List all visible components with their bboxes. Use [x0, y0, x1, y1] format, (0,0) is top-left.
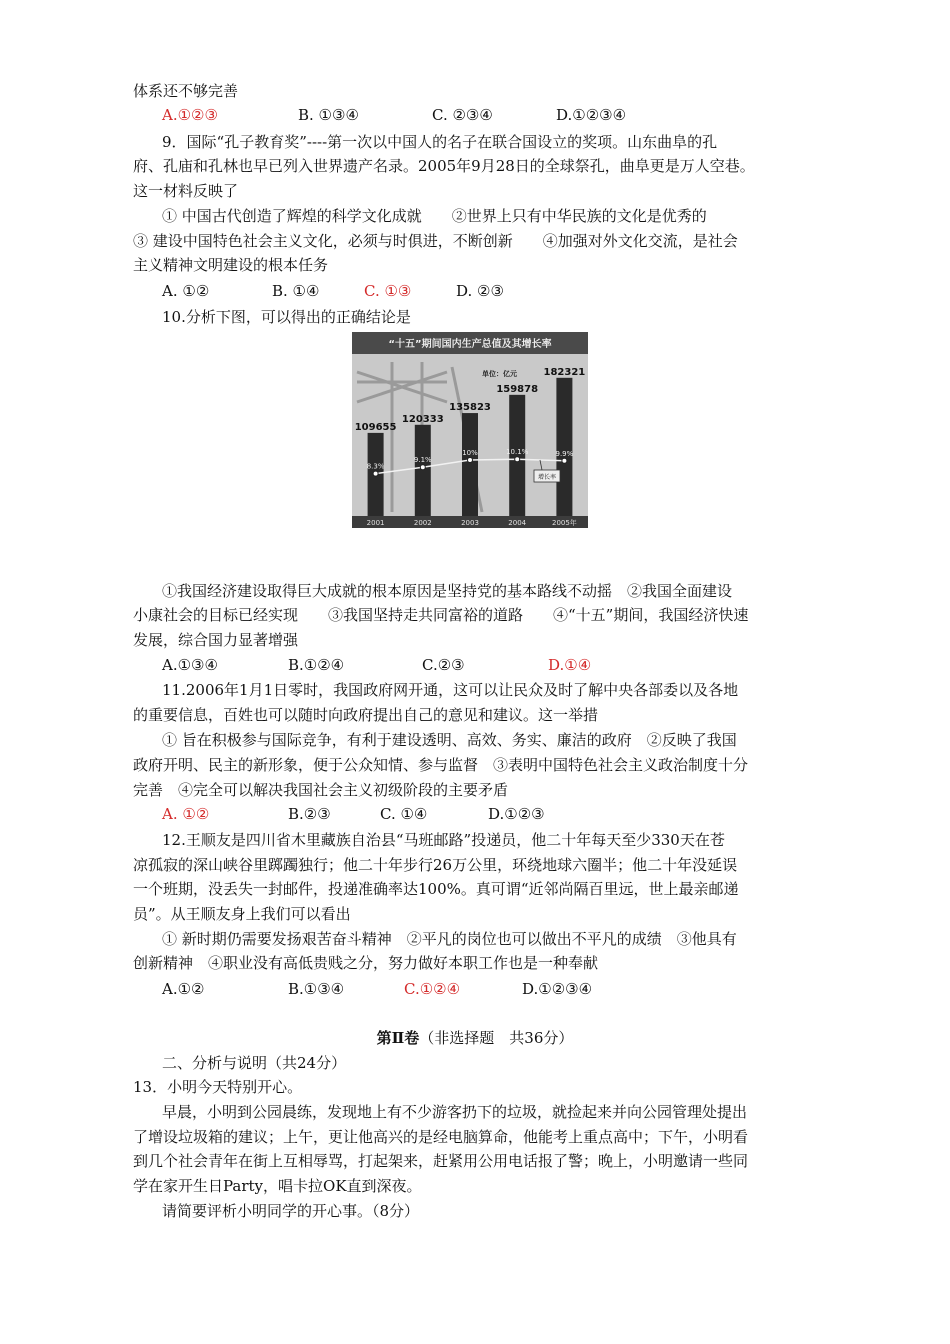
q9-line: ① 中国古代创造了辉煌的科学文化成就 ②世界上只有中华民族的文化是优秀的 — [162, 207, 707, 225]
q9-line: 这一材料反映了 — [133, 182, 239, 200]
q10-option-d: D.①④ — [548, 656, 592, 674]
gdp-chart — [352, 332, 588, 528]
bar-2003 — [462, 413, 478, 516]
legend-label: 增长率 — [537, 474, 557, 481]
q12-line: 一个班期，没丢失一封邮件，投递准确率达100%。真可谓“近邻尚隔百里远，世上最亲邮递 — [133, 880, 739, 898]
q12-line: 员”。从王顺友身上我们可以看出 — [133, 905, 351, 923]
q12-option-c: C.①②④ — [404, 980, 461, 998]
q10-option-b: B.①②④ — [288, 656, 345, 674]
text-line: 体系还不够完善 — [133, 82, 239, 100]
q8-option-c: C. ②③④ — [432, 106, 493, 124]
growth-rate-point — [562, 458, 567, 463]
chart-unit: 单位：亿元 — [482, 370, 517, 378]
q9-option-b: B. ①④ — [272, 282, 320, 300]
q8-option-d: D.①②③④ — [556, 106, 627, 124]
q9-option-c: C. ①③ — [364, 282, 412, 300]
q12-option-d: D.①②③④ — [522, 980, 593, 998]
part-heading: 二、分析与说明（共24分） — [162, 1054, 347, 1072]
bar-2002 — [415, 425, 431, 516]
growth-rate-label: 9.9% — [555, 449, 574, 458]
growth-rate-point — [373, 471, 378, 476]
q11-line: 完善 ④完全可以解决我国社会主义初级阶段的主要矛盾 — [133, 781, 509, 799]
section-heading-rest: （非选择题 共36分） — [419, 1029, 574, 1047]
q11-option-a: A. ①② — [162, 805, 210, 823]
section-heading — [0, 1027, 950, 1049]
q13-line: 请简要评析小明同学的开心事。（8分） — [162, 1202, 420, 1220]
q8-option-a: A.①②③ — [162, 106, 218, 124]
q12-options — [162, 978, 592, 1000]
q11-option-c: C. ①④ — [380, 805, 428, 823]
q11-line: ① 旨在积极参与国际竞争，有利于建设透明、高效、务实、廉洁的政府 ②反映了我国 — [162, 731, 737, 749]
q11-options — [162, 803, 545, 825]
q10-option-c: C.②③ — [422, 656, 465, 674]
q10-line: ①我国经济建设取得巨大成就的根本原因是坚持党的基本路线不动摇 ②我国全面建设 — [162, 582, 733, 600]
q12-option-a: A.①② — [162, 980, 205, 998]
bar-value-label: 182321 — [543, 366, 586, 378]
x-tick-label: 2005年 — [551, 519, 577, 527]
q13-line: 13．小明今天特别开心。 — [133, 1078, 303, 1096]
q9-option-a: A. ①② — [162, 282, 210, 300]
x-tick-label: 2003 — [461, 519, 479, 527]
bar-value-label: 135823 — [449, 402, 491, 414]
q12-line: 12.王顺友是四川省木里藏族自治县“马班邮路”投递员，他二十年每天至少330天在苍 — [162, 831, 725, 849]
chart-title: “十五”期间国内生产总值及其增长率 — [388, 339, 552, 350]
q10-line: 发展，综合国力显著增强 — [133, 631, 299, 649]
growth-rate-label: 10% — [462, 449, 478, 457]
growth-rate-label: 9.1% — [413, 456, 432, 465]
bar-value-label: 120333 — [401, 413, 444, 425]
q11-option-b: B.②③ — [288, 805, 331, 823]
q11-line: 政府开明、民主的新形象，便于公众知情、参与监督 ③表明中国特色社会主义政治制度十分 — [133, 756, 749, 774]
q13-line: 了增设垃圾箱的建议；上午，更让他高兴的是经电脑算命，他能考上重点高中；下午，小明看 — [133, 1128, 749, 1146]
q9-line: 府、孔庙和孔林也早已列入世界遗产名录。2005年9月28日的全球祭孔，曲阜更是万人空巷。 — [133, 157, 755, 175]
q8-options — [162, 104, 626, 126]
q10-option-a: A.①③④ — [162, 656, 218, 674]
q10-line: 小康社会的目标已经实现 ③我国坚持走共同富裕的道路 ④“十五”期间，我国经济快速 — [133, 606, 749, 624]
bar-value-label: 109655 — [354, 421, 397, 433]
growth-rate-point — [515, 457, 520, 462]
bar-2005年 — [556, 378, 572, 516]
q13-line: 到几个社会青年在街上互相辱骂，打起架来，赶紧用公用电话报了警；晚上，小明邀请一些同 — [133, 1152, 749, 1170]
q12-line: 凉孤寂的深山峡谷里踯躅独行；他二十年步行26万公里，环绕地球六圈半；他二十年没延误 — [133, 856, 738, 874]
q11-option-d: D.①②③ — [488, 805, 545, 823]
q8-option-b: B. ①③④ — [298, 106, 359, 124]
q9-option-d: D. ②③ — [456, 282, 504, 300]
q13-line: 学在家开生日Party，唱卡拉OK直到深夜。 — [133, 1177, 422, 1195]
x-tick-label: 2001 — [366, 519, 385, 527]
x-tick-label: 2002 — [413, 519, 432, 527]
q12-line: 创新精神 ④职业没有高低贵贱之分，努力做好本职工作也是一种奉献 — [133, 954, 599, 972]
growth-rate-point — [420, 465, 425, 470]
bar-value-label: 159878 — [496, 383, 539, 395]
q9-line: 主义精神文明建设的根本任务 — [133, 256, 329, 274]
q13-line: 早晨，小明到公园晨练，发现地上有不少游客扔下的垃圾，就捡起来并向公园管理处提出 — [162, 1103, 748, 1121]
q12-line: ① 新时期仍需要发扬艰苦奋斗精神 ②平凡的岗位也可以做出不平凡的成绩 ③他具有 — [162, 930, 737, 948]
growth-rate-point — [468, 458, 473, 463]
x-tick-label: 2004 — [508, 519, 527, 527]
q9-line: 9．国际“孔子教育奖”----第一次以中国人的名子在联合国设立的奖项。山东曲阜的孔 — [162, 133, 718, 151]
growth-rate-label: 10.1% — [506, 448, 529, 457]
q12-option-b: B.①③④ — [288, 980, 345, 998]
q9-options — [162, 280, 504, 302]
section-heading-bold: 第Ⅱ卷 — [376, 1029, 420, 1047]
q11-line: 11.2006年1月1日零时，我国政府网开通，这可以让民众及时了解中央各部委以及各地 — [162, 681, 739, 699]
q11-line: 的重要信息，百姓也可以随时向政府提出自己的意见和建议。这一举措 — [133, 706, 599, 724]
q10-line: 10.分析下图，可以得出的正确结论是 — [162, 308, 411, 326]
q10-options — [162, 654, 591, 676]
q9-line: ③ 建设中国特色社会主义文化，必须与时俱进，不断创新 ④加强对外文化交流，是社会 — [133, 232, 738, 250]
growth-rate-label: 8.3% — [366, 462, 385, 471]
